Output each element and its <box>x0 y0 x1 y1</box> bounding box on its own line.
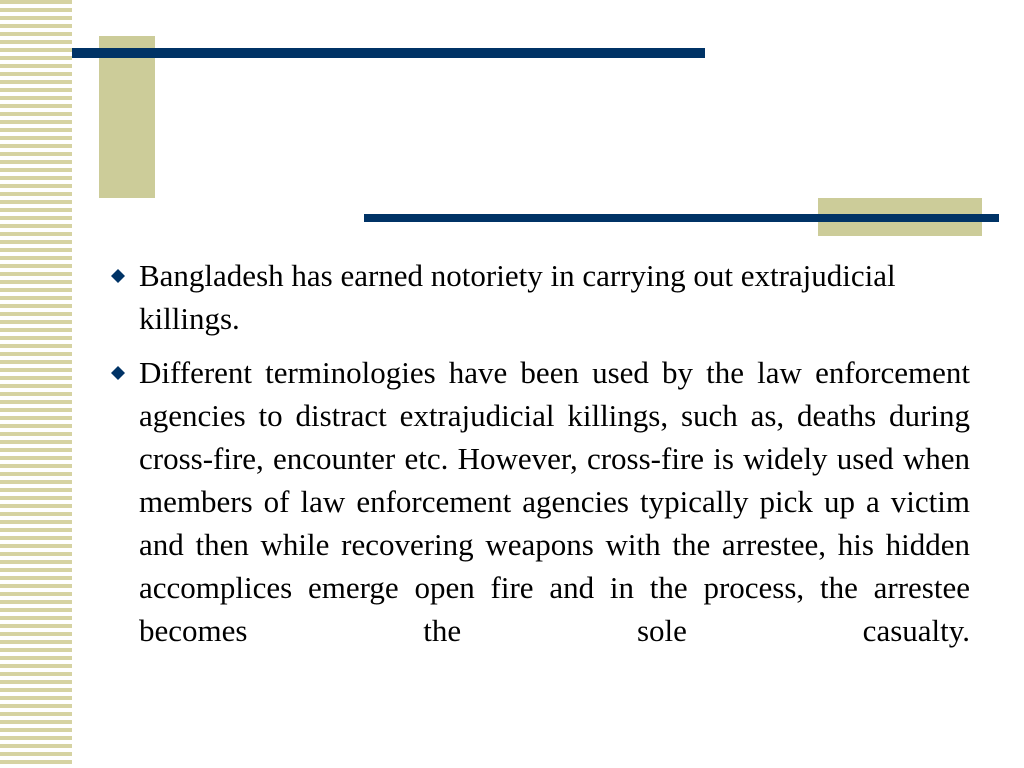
diamond-bullet-icon <box>106 351 130 394</box>
slide-body <box>104 254 970 663</box>
diamond-bullet-icon <box>106 254 130 297</box>
bullet-item-2 <box>104 351 970 652</box>
decorative-rule-bottom <box>364 214 999 222</box>
decorative-stripe-panel <box>0 0 72 768</box>
bullet-item-1 <box>104 254 970 340</box>
decorative-rule-top <box>72 48 705 58</box>
bullet-text: Bangladesh has earned notoriety in carrying out extrajudicial killings. <box>139 258 896 336</box>
bullet-text: Different terminologies have been used by the law enforcement agencies to distract extrajudicial killings, such as, deaths during cross-fire, encounter etc. However, cross-fire is widely used when members of law enforcement agencies typically pick up a victim and then while recovering weapons with the arrestee, his hidden accomplices emerge open fire and in the process, the arrestee becomes the sole casualty. <box>139 355 970 648</box>
decorative-accent-block-top <box>99 36 155 198</box>
